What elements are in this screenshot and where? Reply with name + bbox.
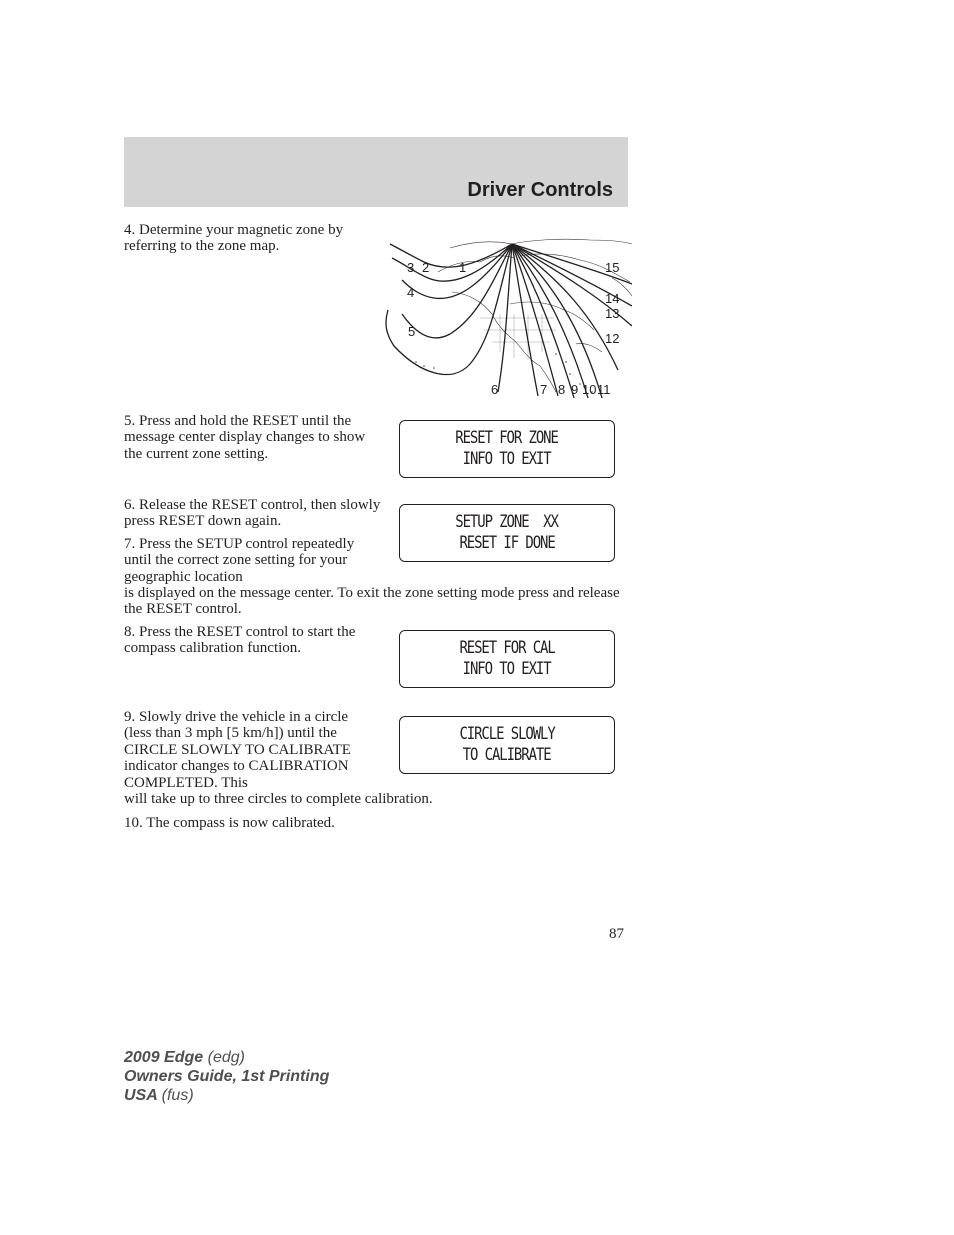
zone-label-7: 7 <box>540 382 548 397</box>
footer-market-line <box>124 1086 329 1105</box>
step-7-text-b: is displayed on the message center. To exit the zone setting mode press and release the RESET control. <box>124 585 620 618</box>
zone-label-11: 11 <box>597 382 611 397</box>
magnetic-zone-map <box>380 234 632 400</box>
step-4-text: 4. Determine your magnetic zone by referring to the zone map. <box>124 222 344 255</box>
display-line-1: RESET FOR ZONE <box>455 428 559 448</box>
zone-label-10: 10 <box>582 382 597 397</box>
step-8-text: 8. Press the RESET control to start the compass calibration function. <box>124 624 356 657</box>
message-center-display-circle <box>399 716 615 774</box>
step-6-text: 6. Release the RESET control, then slowly press RESET down again. <box>124 497 381 530</box>
message-center-display-setup <box>399 504 615 562</box>
zone-label-14: 14 <box>605 291 620 306</box>
step-10-text: 10. The compass is now calibrated. <box>124 815 335 831</box>
display-line-2: RESET IF DONE <box>459 533 555 553</box>
footer-model-line <box>124 1048 329 1067</box>
zone-label-8: 8 <box>558 382 566 397</box>
zone-label-5: 5 <box>408 324 416 339</box>
display-line-2: TO CALIBRATE <box>463 745 551 765</box>
step-5-text: 5. Press and hold the RESET until the message center display changes to show the current zone setting. <box>124 413 366 462</box>
page-number: 87 <box>609 926 624 942</box>
zone-label-6: 6 <box>491 382 499 397</box>
footer-guide-line: Owners Guide, 1st Printing <box>124 1068 330 1085</box>
section-header-band <box>124 137 628 207</box>
message-center-display-zone <box>399 420 615 478</box>
display-line-2: INFO TO EXIT <box>463 659 551 679</box>
document-footer <box>124 1048 329 1105</box>
display-line-1: RESET FOR CAL <box>459 638 555 658</box>
step-9-text-b: will take up to three circles to complete calibration. <box>124 791 433 807</box>
section-title: Driver Controls <box>467 179 613 201</box>
footer-model: 2009 Edge <box>124 1049 204 1066</box>
message-center-display-cal <box>399 630 615 688</box>
step-9-text-a: 9. Slowly drive the vehicle in a circle (less than 3 mph [5 km/h]) until the CIRCLE SLOWLY TO CALIBRATE indicator changes to CALIBRATION COMPLETED. This <box>124 709 351 791</box>
step-7-text-a: 7. Press the SETUP control repeatedly until the correct zone setting for your geographic location <box>124 536 355 585</box>
footer-market: USA <box>124 1087 158 1104</box>
zone-label-1: 1 <box>459 260 467 275</box>
zone-label-3: 3 <box>407 260 415 275</box>
footer-market-code: (fus) <box>161 1087 194 1104</box>
zone-label-9: 9 <box>571 382 579 397</box>
zone-label-12: 12 <box>605 331 620 346</box>
display-line-1: CIRCLE SLOWLY <box>459 724 555 744</box>
zone-label-4: 4 <box>407 285 415 300</box>
display-line-2: INFO TO EXIT <box>463 449 551 469</box>
display-line-1: SETUP ZONE XX <box>455 512 559 532</box>
footer-model-code: (edg) <box>207 1049 245 1066</box>
zone-label-15: 15 <box>605 260 620 275</box>
zone-label-2: 2 <box>422 260 430 275</box>
zone-label-13: 13 <box>605 306 620 321</box>
